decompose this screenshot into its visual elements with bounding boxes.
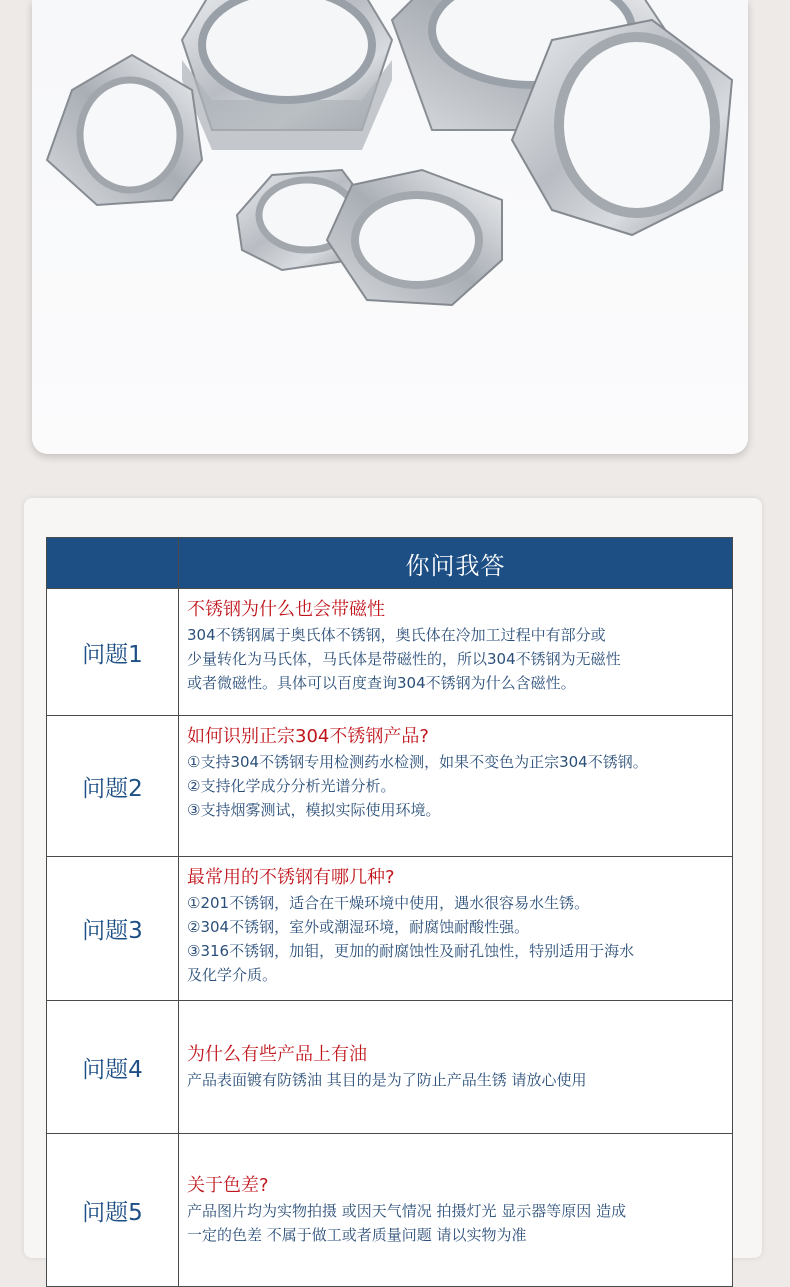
faq-question-3: 最常用的不锈钢有哪几种? (187, 867, 395, 888)
faq-question-4: 为什么有些产品上有油 (187, 1044, 367, 1065)
nut-small-left (47, 55, 202, 205)
faq-question-2: 如何识别正宗304不锈钢产品? (187, 726, 429, 747)
faq-answer-1: 304不锈钢属于奥氏体不锈钢，奥氏体在冷加工过程中有部分或 少量转化为马氏体，马氏体是带磁性的，所以304不锈钢为无磁性 或者微磁性。具体可以百度查询304不锈钢为什么含磁性。 (187, 626, 621, 692)
faq-row-1 (47, 589, 733, 716)
faq-header-title: 你问我答 (179, 538, 733, 589)
faq-body-4 (179, 1001, 733, 1134)
nut-front (327, 170, 502, 305)
faq-row-5 (47, 1134, 733, 1287)
faq-question-1: 不锈钢为什么也会带磁性 (187, 599, 385, 620)
faq-label-2: 问题2 (47, 716, 179, 857)
faq-table (46, 537, 733, 1287)
faq-body-1 (179, 589, 733, 716)
nut-large-top (182, 0, 392, 150)
faq-body-2 (179, 716, 733, 857)
faq-answer-2: ①支持304不锈钢专用检测药水检测，如果不变色为正宗304不锈钢。 ②支持化学成分分析光谱分析。 ③支持烟雾测试，模拟实际使用环境。 (187, 753, 648, 819)
faq-answer-4: 产品表面镀有防锈油 其目的是为了防止产品生锈 请放心使用 (187, 1071, 587, 1089)
faq-question-5: 关于色差? (187, 1175, 269, 1196)
faq-header-row (47, 538, 733, 589)
faq-row-2 (47, 716, 733, 857)
faq-row-4 (47, 1001, 733, 1134)
product-photo-card (32, 0, 748, 454)
faq-answer-5: 产品图片均为实物拍摄 或因天气情况 拍摄灯光 显示器等原因 造成 一定的色差 不属于做工或者质量问题 请以实物为准 (187, 1202, 627, 1244)
hex-lock-nuts-photo (32, 0, 748, 454)
faq-header-spacer (47, 538, 179, 589)
faq-answer-3: ①201不锈钢，适合在干燥环境中使用，遇水很容易水生锈。 ②304不锈钢，室外或潮湿环境，耐腐蚀耐酸性强。 ③316不锈钢，加钼，更加的耐腐蚀性及耐孔蚀性，特别适用于海水 及化学介质。 (187, 894, 635, 984)
faq-body-5 (179, 1134, 733, 1287)
faq-label-4: 问题4 (47, 1001, 179, 1134)
faq-row-3 (47, 857, 733, 1001)
faq-label-3: 问题3 (47, 857, 179, 1001)
faq-label-5: 问题5 (47, 1134, 179, 1287)
faq-body-3 (179, 857, 733, 1001)
faq-label-1: 问题1 (47, 589, 179, 716)
